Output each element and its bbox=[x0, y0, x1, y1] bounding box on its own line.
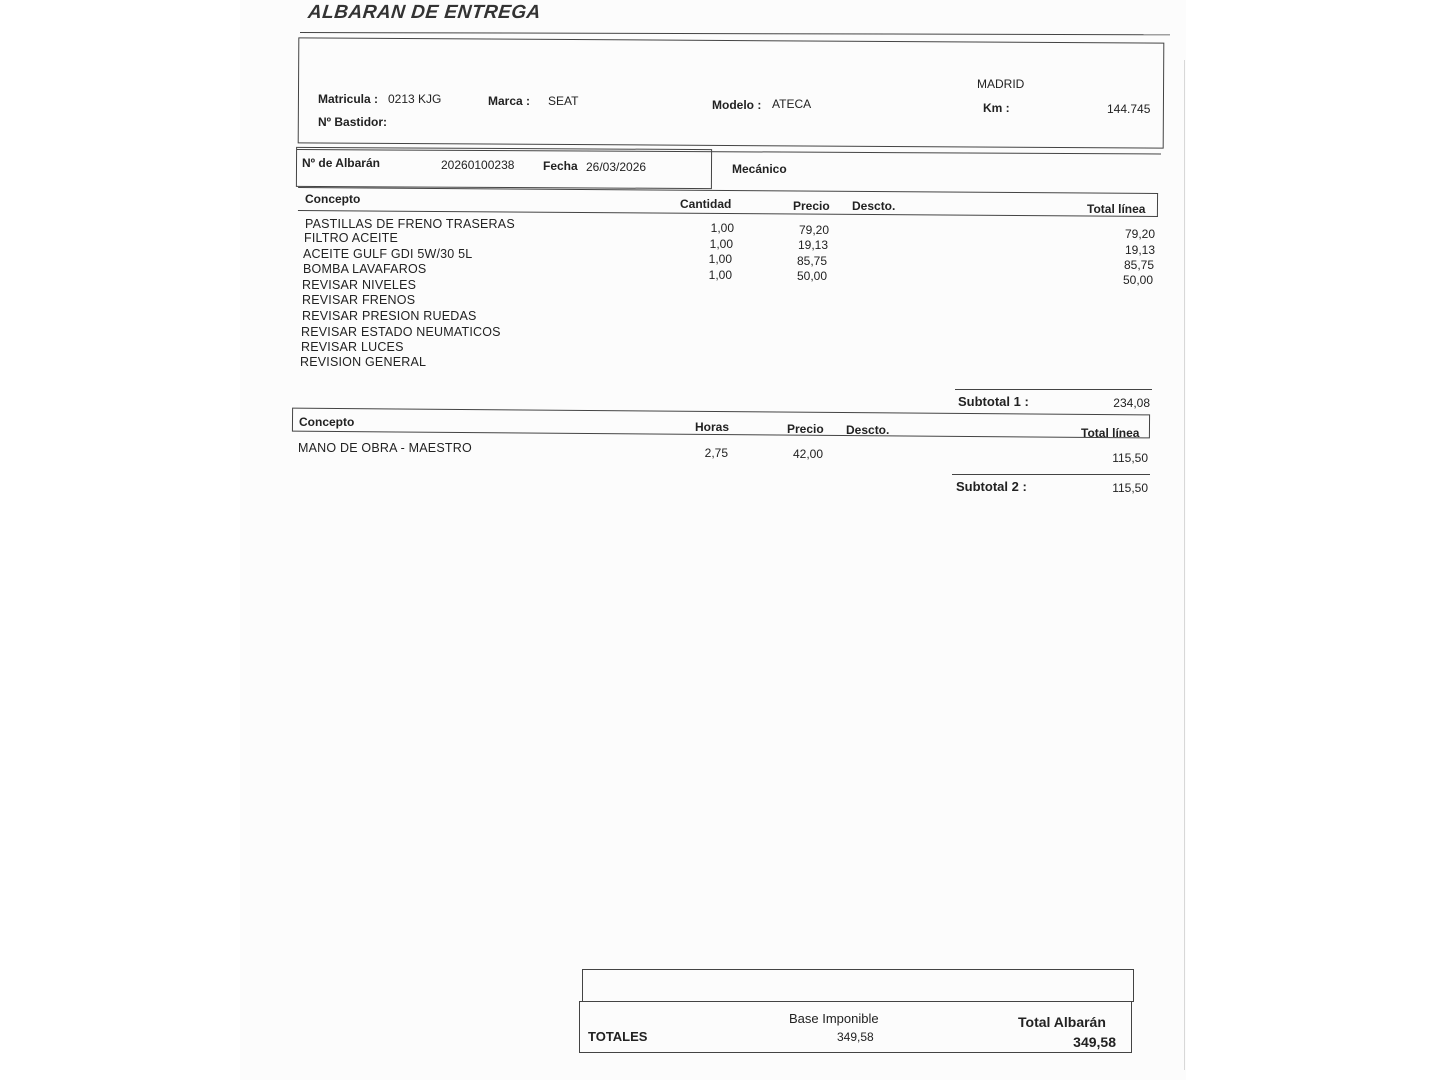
table-row-concepto: REVISAR LUCES bbox=[301, 340, 404, 354]
labor-header-descto: Descto. bbox=[846, 423, 890, 437]
table-row-concepto: REVISION GENERAL bbox=[300, 355, 427, 369]
table-row-concepto: REVISAR PRESION RUEDAS bbox=[302, 309, 477, 323]
base-imponible-value: 349,58 bbox=[837, 1030, 874, 1044]
albaran-number-value: 20260100238 bbox=[441, 158, 515, 172]
parts-header-total: Total línea bbox=[1087, 202, 1146, 216]
subtotal-1-label: Subtotal 1 : bbox=[958, 394, 1029, 409]
table-row-precio: 79,20 bbox=[798, 223, 829, 237]
labor-row-horas: 2,75 bbox=[704, 446, 728, 460]
base-imponible-label: Base Imponible bbox=[789, 1011, 879, 1026]
table-row-concepto: FILTRO ACEITE bbox=[304, 231, 399, 245]
table-row-cantidad: 1,00 bbox=[710, 221, 734, 235]
subtotal-2-rule bbox=[952, 474, 1150, 475]
labor-row-precio: 42,00 bbox=[792, 447, 823, 461]
page-edge bbox=[1184, 60, 1185, 1070]
fecha-value: 26/03/2026 bbox=[586, 160, 647, 174]
parts-header-descto: Descto. bbox=[852, 199, 896, 213]
labor-header-precio: Precio bbox=[787, 422, 824, 436]
totals-label: TOTALES bbox=[588, 1029, 648, 1044]
parts-header-cantidad: Cantidad bbox=[680, 197, 732, 211]
subtotal-2-label: Subtotal 2 : bbox=[956, 479, 1027, 494]
table-row-total: 85,75 bbox=[1123, 258, 1154, 272]
table-row-cantidad: 1,00 bbox=[708, 268, 732, 282]
table-row-concepto: REVISAR NIVELES bbox=[302, 278, 417, 292]
total-albaran-value: 349,58 bbox=[1073, 1034, 1116, 1050]
modelo-value: ATECA bbox=[772, 97, 812, 111]
labor-row-total: 115,50 bbox=[1112, 451, 1148, 465]
table-row-concepto: BOMBA LAVAFAROS bbox=[303, 262, 427, 276]
document-title: ALBARAN DE ENTREGA bbox=[306, 2, 542, 23]
table-row-precio: 85,75 bbox=[796, 254, 827, 268]
parts-header-concepto: Concepto bbox=[305, 192, 361, 206]
city: MADRID bbox=[977, 77, 1025, 91]
labor-header-total: Total línea bbox=[1081, 426, 1140, 440]
table-row-concepto: REVISAR ESTADO NEUMATICOS bbox=[301, 325, 501, 339]
matricula-label: Matricula : bbox=[318, 92, 379, 106]
bastidor-label: Nº Bastidor: bbox=[318, 115, 388, 129]
table-row-concepto: ACEITE GULF GDI 5W/30 5L bbox=[303, 247, 473, 261]
marca-value: SEAT bbox=[548, 94, 579, 108]
albaran-number-label: Nº de Albarán bbox=[302, 156, 380, 170]
table-row-concepto: PASTILLAS DE FRENO TRASERAS bbox=[305, 217, 515, 231]
fecha-label: Fecha bbox=[543, 159, 578, 173]
table-row-concepto: REVISAR FRENOS bbox=[302, 293, 416, 307]
table-row-total: 79,20 bbox=[1124, 227, 1155, 241]
labor-header-horas: Horas bbox=[695, 420, 730, 434]
subtotal-1-value: 234,08 bbox=[1113, 396, 1150, 410]
labor-header-concepto: Concepto bbox=[299, 415, 355, 429]
parts-header-precio: Precio bbox=[793, 199, 830, 213]
total-albaran-label: Total Albarán bbox=[1018, 1014, 1106, 1030]
km-label: Km : bbox=[983, 101, 1010, 115]
table-row-precio: 50,00 bbox=[796, 269, 827, 283]
modelo-label: Modelo : bbox=[712, 98, 762, 112]
totals-empty-box bbox=[582, 969, 1134, 1002]
marca-label: Marca : bbox=[488, 94, 531, 108]
mecanico-label: Mecánico bbox=[732, 162, 787, 176]
table-row-cantidad: 1,00 bbox=[709, 237, 733, 251]
table-row-precio: 19,13 bbox=[797, 238, 828, 252]
table-row-total: 19,13 bbox=[1124, 243, 1155, 257]
matricula-value: 0213 KJG bbox=[388, 92, 442, 106]
subtotal-2-value: 115,50 bbox=[1112, 481, 1148, 495]
subtotal-1-rule bbox=[955, 389, 1152, 390]
table-row-total: 50,00 bbox=[1122, 273, 1153, 287]
km-value: 144.745 bbox=[1107, 102, 1151, 116]
labor-row-concepto: MANO DE OBRA - MAESTRO bbox=[298, 441, 472, 455]
table-row-cantidad: 1,00 bbox=[708, 252, 732, 266]
